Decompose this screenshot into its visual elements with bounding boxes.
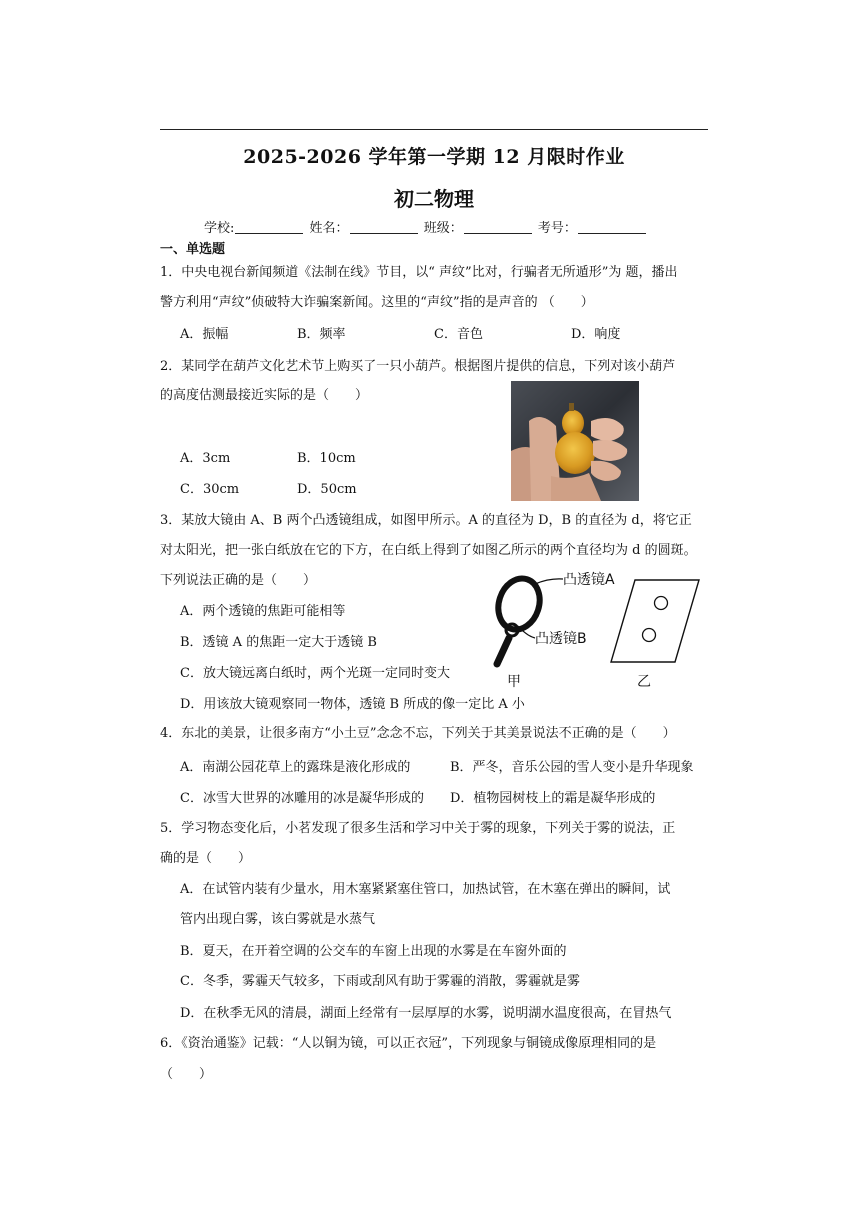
q5-option-b: B．夏天，在开着空调的公交车的车窗上出现的水雾是在车窗外面的 bbox=[180, 944, 567, 959]
q3-line1: 3．某放大镜由 A、B 两个凸透镜组成，如图甲所示。A 的直径为 D，B 的直径为 d，将它正 bbox=[160, 513, 692, 528]
q6-line1: 6．《资治通鉴》记载：“人以铜为镜，可以正衣冠”，下列现象与铜镜成像原理相同的是 bbox=[160, 1036, 657, 1051]
q5-line1: 5．学习物态变化后，小茗发现了很多生活和学习中关于雾的现象，下列关于雾的说法，正 bbox=[160, 821, 676, 836]
q2-line1: 2．某同学在葫芦文化艺术节上购买了一只小葫芦。根据图片提供的信息，下列对该小葫芦 bbox=[160, 359, 676, 374]
exam-number-blank[interactable] bbox=[578, 221, 646, 234]
q5-option-a-line1: A．在试管内装有少量水，用木塞紧紧塞住管口，加热试管，在木塞在弹出的瞬间，试 bbox=[180, 882, 671, 897]
q3-line3: 下列说法正确的是（ ） bbox=[160, 573, 317, 588]
q2-option-a: A．3cm bbox=[180, 451, 231, 466]
header-rule bbox=[160, 129, 708, 130]
q2-option-d: D．50cm bbox=[297, 482, 357, 497]
school-blank[interactable] bbox=[235, 221, 303, 234]
q4-option-a: A．南湖公园花草上的露珠是液化形成的 bbox=[180, 760, 411, 775]
q5-option-a-line2: 管内出现白雾，该白雾就是水蒸气 bbox=[180, 912, 376, 927]
school-label: 学校: bbox=[204, 221, 235, 236]
q1-line1: 1．中央电视台新闻频道《法制在线》节目，以“ 声纹”比对，行骗者无所遁形”为 题，播出 bbox=[160, 265, 678, 280]
light-spot-1 bbox=[655, 597, 668, 610]
q6-line2: （ ） bbox=[160, 1067, 213, 1082]
q4-line1: 4．东北的美景，让很多南方“小土豆”念念不忘，下列关于其美景说法不正确的是（ ） bbox=[160, 726, 676, 741]
student-info-row bbox=[204, 217, 648, 236]
q4-option-b: B．严冬，音乐公园的雪人变小是升华现象 bbox=[450, 760, 694, 775]
q3-option-c: C．放大镜远离白纸时，两个光斑一定同时变大 bbox=[180, 666, 450, 681]
q2-option-c: C．30cm bbox=[180, 482, 240, 497]
q1-option-d: D．响度 bbox=[571, 327, 621, 342]
name-blank[interactable] bbox=[350, 221, 418, 234]
q3-option-a: A．两个透镜的焦距可能相等 bbox=[180, 604, 346, 619]
q4-option-d: D．植物园树枝上的霜是凝华形成的 bbox=[450, 791, 656, 806]
q1-line2: 警方利用“声纹”侦破特大诈骗案新闻。这里的“声纹”指的是声音的 （ ） bbox=[160, 295, 594, 310]
q5-line2: 确的是（ ） bbox=[160, 851, 252, 866]
figure-yi-label: 乙 bbox=[637, 674, 651, 690]
q3-line2: 对太阳光，把一张白纸放在它的下方，在白纸上得到了如图乙所示的两个直径均为 d 的圆斑。 bbox=[160, 543, 697, 558]
magnifier-diagram bbox=[485, 562, 715, 692]
q3-option-d: D．用该放大镜观察同一物体，透镜 B 所成的像一定比 A 小 bbox=[180, 697, 525, 712]
q1-option-b: B．频率 bbox=[297, 327, 346, 342]
q1-option-a: A．振幅 bbox=[180, 327, 229, 342]
exam-title: 2025-2026 学年第一学期 12 月限时作业 bbox=[243, 146, 625, 168]
figure-jia-label: 甲 bbox=[507, 674, 521, 690]
q1-option-c: C．音色 bbox=[434, 327, 483, 342]
q5-option-c: C．冬季，雾霾天气较多，下雨或刮风有助于雾霾的消散，雾霾就是雾 bbox=[180, 974, 580, 989]
name-label: 姓名： bbox=[309, 221, 349, 236]
exam-number-label: 考号： bbox=[537, 221, 577, 236]
section-heading: 一、单选题 bbox=[160, 242, 226, 257]
gourd-photo bbox=[511, 381, 639, 501]
q2-option-b: B．10cm bbox=[297, 451, 356, 466]
q5-option-d: D．在秋季无风的清晨，湖面上经常有一层厚厚的水雾，说明湖水温度很高，在冒热气 bbox=[180, 1006, 672, 1021]
magnifier-handle bbox=[497, 638, 509, 664]
light-spot-2 bbox=[643, 629, 656, 642]
q4-option-c: C．冰雪大世界的冰雕用的冰是凝华形成的 bbox=[180, 791, 424, 806]
lens-b-label: 凸透镜B bbox=[535, 631, 587, 647]
class-blank[interactable] bbox=[464, 221, 532, 234]
white-paper bbox=[611, 580, 699, 662]
q3-option-b: B．透镜 A 的焦距一定大于透镜 B bbox=[180, 635, 377, 650]
class-label: 班级： bbox=[423, 221, 463, 236]
exam-subject: 初二物理 bbox=[394, 187, 474, 211]
q2-line2: 的高度估测最接近实际的是（ ） bbox=[160, 388, 369, 403]
lens-a-label: 凸透镜A bbox=[563, 572, 615, 588]
